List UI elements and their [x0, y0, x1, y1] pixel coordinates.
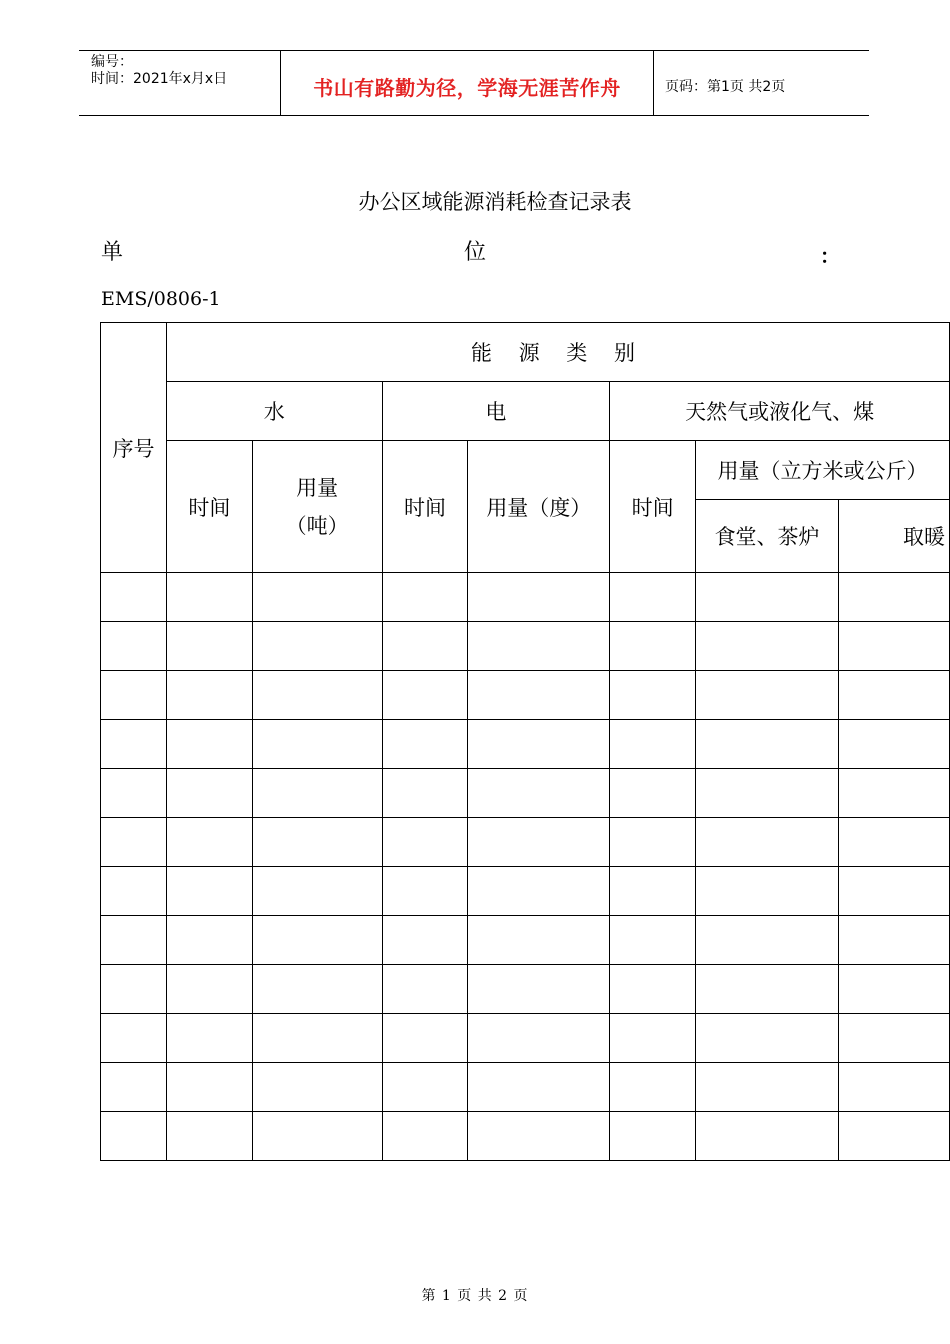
water-header: 水	[166, 382, 382, 441]
elec-usage-header: 用量（度）	[468, 441, 610, 573]
unit-label-char: 单	[101, 240, 124, 265]
table-cell[interactable]	[101, 1063, 167, 1112]
table-row	[101, 1112, 950, 1161]
table-cell[interactable]	[696, 965, 839, 1014]
table-cell[interactable]	[468, 1063, 610, 1112]
table-cell[interactable]	[382, 1063, 468, 1112]
table-cell[interactable]	[382, 573, 468, 622]
table-cell[interactable]	[839, 965, 950, 1014]
table-cell[interactable]	[166, 1014, 252, 1063]
energy-type-header: 能 源 类 别	[166, 323, 949, 382]
table-cell[interactable]	[101, 1014, 167, 1063]
table-row	[101, 769, 950, 818]
form-code: EMS/0806-1	[101, 288, 221, 310]
table-cell[interactable]	[839, 671, 950, 720]
page-title: 办公区域能源消耗检查记录表	[358, 190, 632, 214]
table-cell[interactable]	[696, 720, 839, 769]
header-meta	[91, 54, 227, 88]
table-cell[interactable]	[166, 671, 252, 720]
table-cell[interactable]	[166, 622, 252, 671]
heating-header: 取暖	[839, 500, 950, 573]
table-cell[interactable]	[468, 867, 610, 916]
table-cell[interactable]	[101, 573, 167, 622]
table-cell[interactable]	[382, 720, 468, 769]
table-cell[interactable]	[166, 573, 252, 622]
table-cell[interactable]	[101, 671, 167, 720]
table-row	[101, 573, 950, 622]
table-cell[interactable]	[166, 916, 252, 965]
table-cell[interactable]	[696, 1063, 839, 1112]
header-page-info: 页码：第1页 共2页	[665, 79, 786, 95]
table-cell[interactable]	[382, 769, 468, 818]
gas-header: 天然气或液化气、煤	[610, 382, 950, 441]
table-cell[interactable]	[166, 818, 252, 867]
table-cell[interactable]	[252, 916, 382, 965]
table-row	[101, 1063, 950, 1112]
table-row	[101, 720, 950, 769]
table-row	[101, 916, 950, 965]
table-cell[interactable]	[252, 965, 382, 1014]
header-motto: 书山有路勤为径，学海无涯苦作舟	[313, 76, 621, 100]
table-cell[interactable]	[101, 1112, 167, 1161]
table-cell[interactable]	[382, 867, 468, 916]
table-cell[interactable]	[382, 671, 468, 720]
table-cell[interactable]	[468, 1014, 610, 1063]
unit-label-colon: ：	[820, 244, 840, 268]
table-cell[interactable]	[610, 867, 696, 916]
table-cell[interactable]	[382, 965, 468, 1014]
table-cell[interactable]	[696, 916, 839, 965]
table-row	[101, 622, 950, 671]
table-cell[interactable]	[610, 720, 696, 769]
table-cell[interactable]	[839, 818, 950, 867]
table-cell[interactable]	[839, 622, 950, 671]
table-cell[interactable]	[696, 622, 839, 671]
table-cell[interactable]	[166, 1112, 252, 1161]
water-time-header: 时间	[166, 441, 252, 573]
table-cell[interactable]	[101, 720, 167, 769]
water-usage-unit: （吨）	[285, 513, 349, 538]
table-cell[interactable]	[468, 622, 610, 671]
table-cell[interactable]	[839, 1014, 950, 1063]
table-cell[interactable]	[252, 1063, 382, 1112]
table-cell[interactable]	[468, 769, 610, 818]
table-cell[interactable]	[468, 573, 610, 622]
number-label: 编号：	[91, 54, 133, 70]
energy-record-table	[100, 322, 950, 1161]
table-cell[interactable]	[696, 769, 839, 818]
table-cell[interactable]	[382, 1014, 468, 1063]
table-cell[interactable]	[610, 965, 696, 1014]
table-cell[interactable]	[610, 622, 696, 671]
table-cell[interactable]	[382, 622, 468, 671]
table-cell[interactable]	[468, 720, 610, 769]
table-cell[interactable]	[610, 1112, 696, 1161]
table-cell[interactable]	[101, 916, 167, 965]
unit-label-char: 位	[464, 240, 487, 265]
table-cell[interactable]	[696, 818, 839, 867]
table-cell[interactable]	[382, 818, 468, 867]
table-cell[interactable]	[610, 573, 696, 622]
table-cell[interactable]	[696, 1112, 839, 1161]
table-cell[interactable]	[839, 769, 950, 818]
gas-usage-header: 用量（立方米或公斤）	[696, 441, 950, 500]
table-cell[interactable]	[610, 671, 696, 720]
table-cell[interactable]	[101, 769, 167, 818]
electricity-header: 电	[382, 382, 610, 441]
table-cell[interactable]	[252, 1112, 382, 1161]
table-cell[interactable]	[468, 1112, 610, 1161]
seq-header: 序号	[101, 323, 167, 573]
table-cell[interactable]	[696, 573, 839, 622]
table-cell[interactable]	[166, 1063, 252, 1112]
table-row	[101, 818, 950, 867]
table-cell[interactable]	[252, 622, 382, 671]
header-divider	[653, 51, 654, 115]
table-cell[interactable]	[101, 965, 167, 1014]
table-row	[101, 671, 950, 720]
table-cell[interactable]	[166, 720, 252, 769]
canteen-header: 食堂、茶炉	[696, 500, 839, 573]
water-usage-header	[252, 441, 382, 573]
table-cell[interactable]	[610, 916, 696, 965]
table-cell[interactable]	[468, 965, 610, 1014]
table-cell[interactable]	[101, 622, 167, 671]
table-cell[interactable]	[839, 1063, 950, 1112]
table-cell[interactable]	[696, 867, 839, 916]
water-usage-label: 用量	[296, 475, 339, 500]
table-cell[interactable]	[382, 1112, 468, 1161]
table-cell[interactable]	[252, 867, 382, 916]
table-cell[interactable]	[166, 769, 252, 818]
table-cell[interactable]	[166, 867, 252, 916]
table-cell[interactable]	[252, 769, 382, 818]
document-header	[79, 50, 869, 116]
table-row	[101, 1014, 950, 1063]
table-cell[interactable]	[696, 671, 839, 720]
table-cell[interactable]	[839, 916, 950, 965]
table-cell[interactable]	[610, 1063, 696, 1112]
table-cell[interactable]	[252, 573, 382, 622]
table-cell[interactable]	[166, 965, 252, 1014]
table-row	[101, 965, 950, 1014]
table-cell[interactable]	[696, 1014, 839, 1063]
table-cell[interactable]	[382, 916, 468, 965]
table-cell[interactable]	[468, 818, 610, 867]
table-cell[interactable]	[610, 1014, 696, 1063]
table-cell[interactable]	[252, 818, 382, 867]
table-cell[interactable]	[839, 573, 950, 622]
table-cell[interactable]	[252, 720, 382, 769]
table-cell[interactable]	[839, 867, 950, 916]
table-cell[interactable]	[610, 769, 696, 818]
table-cell[interactable]	[101, 818, 167, 867]
table-cell[interactable]	[101, 867, 167, 916]
table-cell[interactable]	[610, 818, 696, 867]
table-cell[interactable]	[468, 916, 610, 965]
table-cell[interactable]	[468, 671, 610, 720]
table-cell[interactable]	[252, 1014, 382, 1063]
gas-time-header: 时间	[610, 441, 696, 573]
table-row	[101, 867, 950, 916]
table-cell[interactable]	[839, 720, 950, 769]
table-cell[interactable]	[839, 1112, 950, 1161]
time-label: 时间：2021年x月x日	[91, 71, 228, 87]
table-cell[interactable]	[252, 671, 382, 720]
page-footer: 第 1 页 共 2 页	[421, 1288, 529, 1304]
elec-time-header: 时间	[382, 441, 468, 573]
